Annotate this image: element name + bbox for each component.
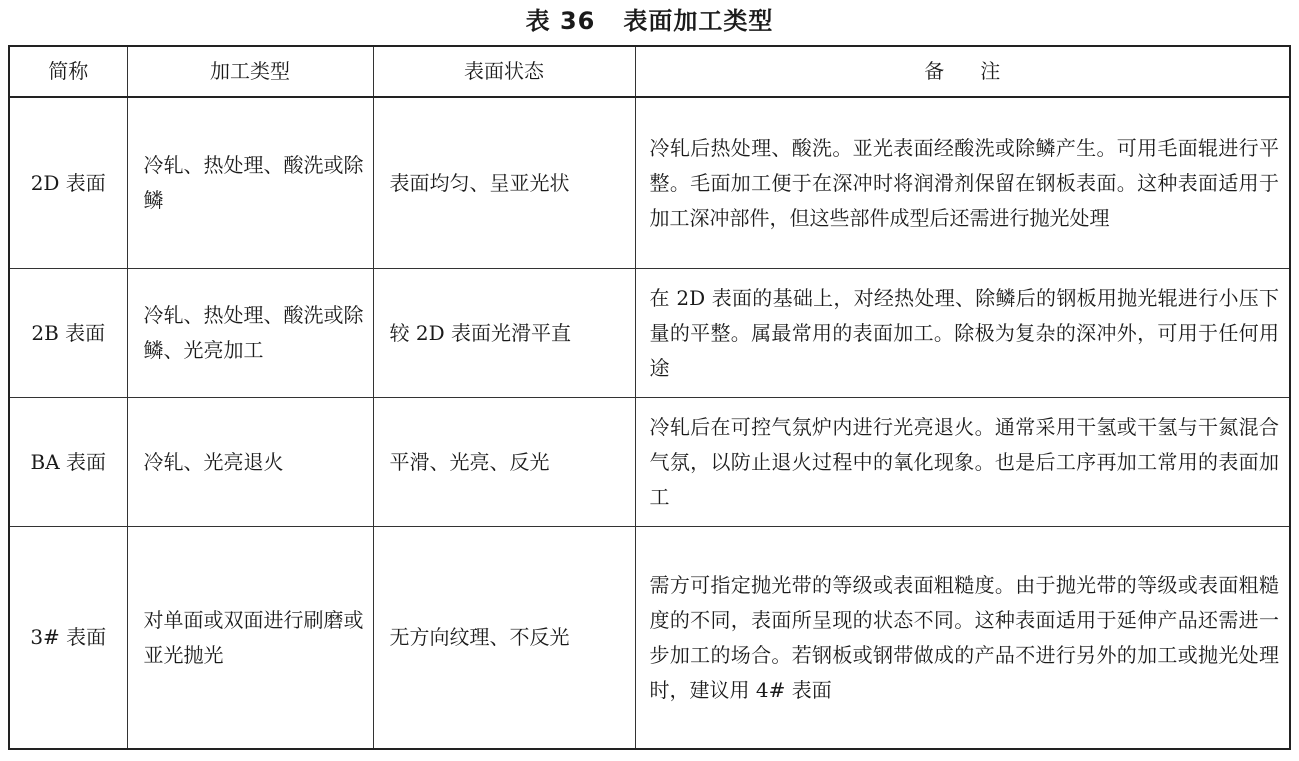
table-row <box>9 398 1290 527</box>
table-row <box>9 527 1290 750</box>
cell-state: 平滑、光亮、反光 <box>373 398 635 527</box>
table-row <box>9 269 1290 398</box>
table-caption <box>0 4 1299 38</box>
header-abbr: 简称 <box>9 46 127 97</box>
cell-remark: 冷轧后在可控气氛炉内进行光亮退火。通常采用干氢或干氢与干氮混合气氛，以防止退火过程中的氧化现象。也是后工序再加工常用的表面加工 <box>635 398 1290 527</box>
cell-remark: 需方可指定抛光带的等级或表面粗糙度。由于抛光带的等级或表面粗糙度的不同，表面所呈现的状态不同。这种表面适用于延伸产品还需进一步加工的场合。若钢板或钢带做成的产品不进行另外的加工或抛光处理时，建议用 4# 表面 <box>635 527 1290 750</box>
cell-process: 冷轧、热处理、酸洗或除鳞、光亮加工 <box>127 269 373 398</box>
cell-process: 冷轧、光亮退火 <box>127 398 373 527</box>
header-process: 加工类型 <box>127 46 373 97</box>
cell-remark: 在 2D 表面的基础上，对经热处理、除鳞后的钢板用抛光辊进行小压下量的平整。属最常用的表面加工。除极为复杂的深冲外，可用于任何用途 <box>635 269 1290 398</box>
table-row <box>9 97 1290 269</box>
cell-state: 无方向纹理、不反光 <box>373 527 635 750</box>
table-title: 表面加工类型 <box>623 7 774 35</box>
cell-abbr: BA 表面 <box>9 398 127 527</box>
surface-finish-table <box>8 45 1291 750</box>
cell-process: 冷轧、热处理、酸洗或除鳞 <box>127 97 373 269</box>
cell-state: 表面均匀、呈亚光状 <box>373 97 635 269</box>
header-row <box>9 46 1290 97</box>
cell-abbr: 3# 表面 <box>9 527 127 750</box>
cell-remark: 冷轧后热处理、酸洗。亚光表面经酸洗或除鳞产生。可用毛面辊进行平整。毛面加工便于在深冲时将润滑剂保留在钢板表面。这种表面适用于加工深冲部件，但这些部件成型后还需进行抛光处理 <box>635 97 1290 269</box>
cell-process: 对单面或双面进行刷磨或亚光抛光 <box>127 527 373 750</box>
table-number: 表 36 <box>525 7 596 35</box>
header-remark: 备注 <box>635 46 1290 97</box>
header-state: 表面状态 <box>373 46 635 97</box>
cell-abbr: 2B 表面 <box>9 269 127 398</box>
cell-abbr: 2D 表面 <box>9 97 127 269</box>
cell-state: 较 2D 表面光滑平直 <box>373 269 635 398</box>
